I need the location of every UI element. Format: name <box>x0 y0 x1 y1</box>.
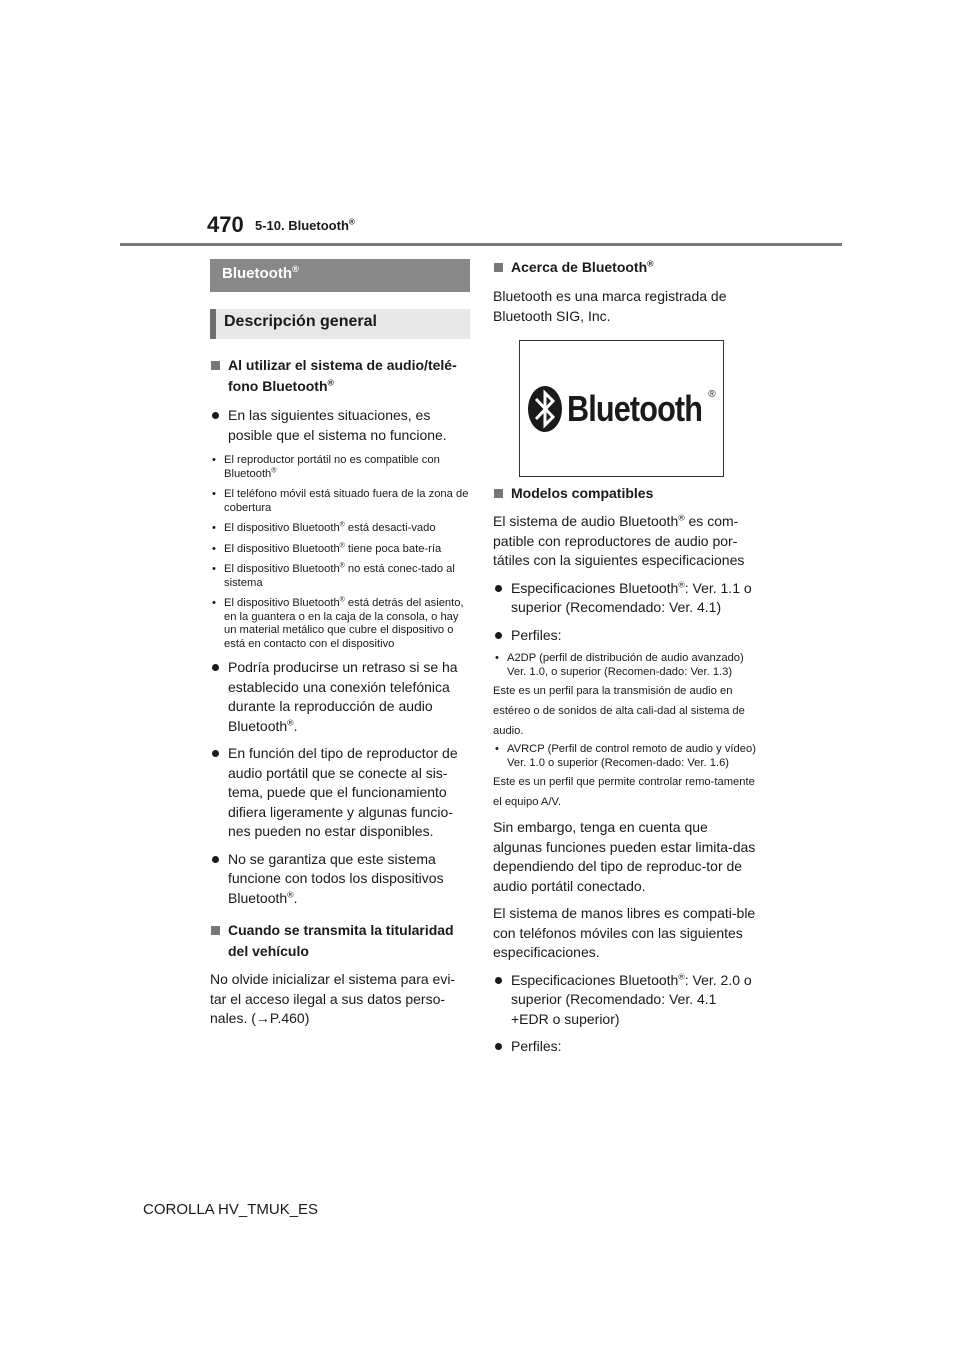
bullet-profiles: Perfiles: <box>493 626 758 646</box>
note-a2dp: Este es un perfil para la transmisión de audio en estéreo o de sonidos de alta cali-dad al sistema de audio. <box>493 685 745 737</box>
paragraph-initialize: No olvide inicializar el sistema para evi-tar el acceso ilegal a sus datos perso-nales. (→P.460) <box>210 971 456 1026</box>
subheading-about-bluetooth: Acerca de Bluetooth® <box>493 257 758 278</box>
small-item: • El reproductor portátil no es compatible con Bluetooth® <box>210 454 470 481</box>
left-column <box>210 259 470 1029</box>
bullet-guarantee: No se garantiza que este sistema funcione con todos los dispositivos Bluetooth®. <box>210 850 470 909</box>
subheading-audio-phone: Al utilizar el sistema de audio/telé-fono Bluetooth® <box>210 355 470 397</box>
bullet-profiles-phone: Perfiles: <box>493 1037 758 1057</box>
right-column <box>493 257 758 1057</box>
bullet-spec-audio: Especificaciones Bluetooth®: Ver. 1.1 o superior (Recomendado: Ver. 4.1) <box>493 579 758 618</box>
header-rule <box>120 243 842 246</box>
subheading-ownership: Cuando se transmita la titularidad del vehículo <box>210 920 470 962</box>
bullet-spec-phone: Especificaciones Bluetooth®: Ver. 2.0 o superior (Recomendado: Ver. 4.1 +EDR o superior) <box>493 971 758 1030</box>
footer-model: COROLLA HV_TMUK_ES <box>143 1201 319 1218</box>
small-item: • El dispositivo Bluetooth® está detrás del asiento, en la guantera o en la caja de la consola, o hay un material metálico que cubre el dispositivo o está en contacto con el dispositivo <box>210 597 470 651</box>
bullet-function: En función del tipo de reproductor de audio portátil que se conecte al sis-tema, puede que el funcionamiento difiera ligeramente y algunas funcio-nes pueden no estar disponibles. <box>210 744 470 842</box>
small-item: • El teléfono móvil está situado fuera de la zona de cobertura <box>210 488 470 515</box>
small-item: • A2DP (perfil de distribución de audio avanzado) Ver. 1.0, o superior (Recomen-dado: Ver. 1.3) <box>493 652 758 679</box>
small-item: • AVRCP (Perfil de control remoto de audio y vídeo) Ver. 1.0 o superior (Recomen-dado: Ver. 1.6) <box>493 743 758 770</box>
note-avrcp: Este es un perfil que permite controlar remo-tamente el equipo A/V. <box>493 776 755 808</box>
small-item: • El dispositivo Bluetooth® está desacti-vado <box>210 522 470 536</box>
page-number: 470 <box>207 212 244 237</box>
bluetooth-rune-icon <box>527 385 563 433</box>
section-title: 5-10. Bluetooth® <box>255 217 355 233</box>
small-item: • El dispositivo Bluetooth® tiene poca bate-ría <box>210 543 470 557</box>
chapter-heading: Bluetooth® <box>210 259 470 292</box>
paragraph-handsfree: El sistema de manos libres es compati-ble con teléfonos móviles con las siguientes especificaciones. <box>493 905 756 960</box>
paragraph-trademark: Bluetooth es una marca registrada de Bluetooth SIG, Inc. <box>493 288 727 324</box>
small-item: • El dispositivo Bluetooth® no está conec-tado al sistema <box>210 563 470 590</box>
bullet-delay: Podría producirse un retraso si se ha establecido una conexión telefónica durante la reproducción de audio Bluetooth®. <box>210 658 470 736</box>
subheading-compatible-models: Modelos compatibles <box>493 483 758 504</box>
section-heading: Descripción general <box>210 309 470 339</box>
bluetooth-wordmark: Bluetooth <box>567 387 703 429</box>
paragraph-however: Sin embargo, tenga en cuenta que algunas funciones pueden estar limita-das dependiendo del tipo de reproduc-tor de audio portátil conectado. <box>493 819 756 894</box>
bullet-situations: En las siguientes situaciones, es posible que el sistema no funcione. <box>210 406 470 445</box>
bluetooth-reg-mark: ® <box>708 389 716 400</box>
bluetooth-logo <box>519 340 724 477</box>
paragraph-compat-audio: El sistema de audio Bluetooth® es com-patible con reproductores de audio por-tátiles con la siguientes especificaciones <box>493 512 745 568</box>
